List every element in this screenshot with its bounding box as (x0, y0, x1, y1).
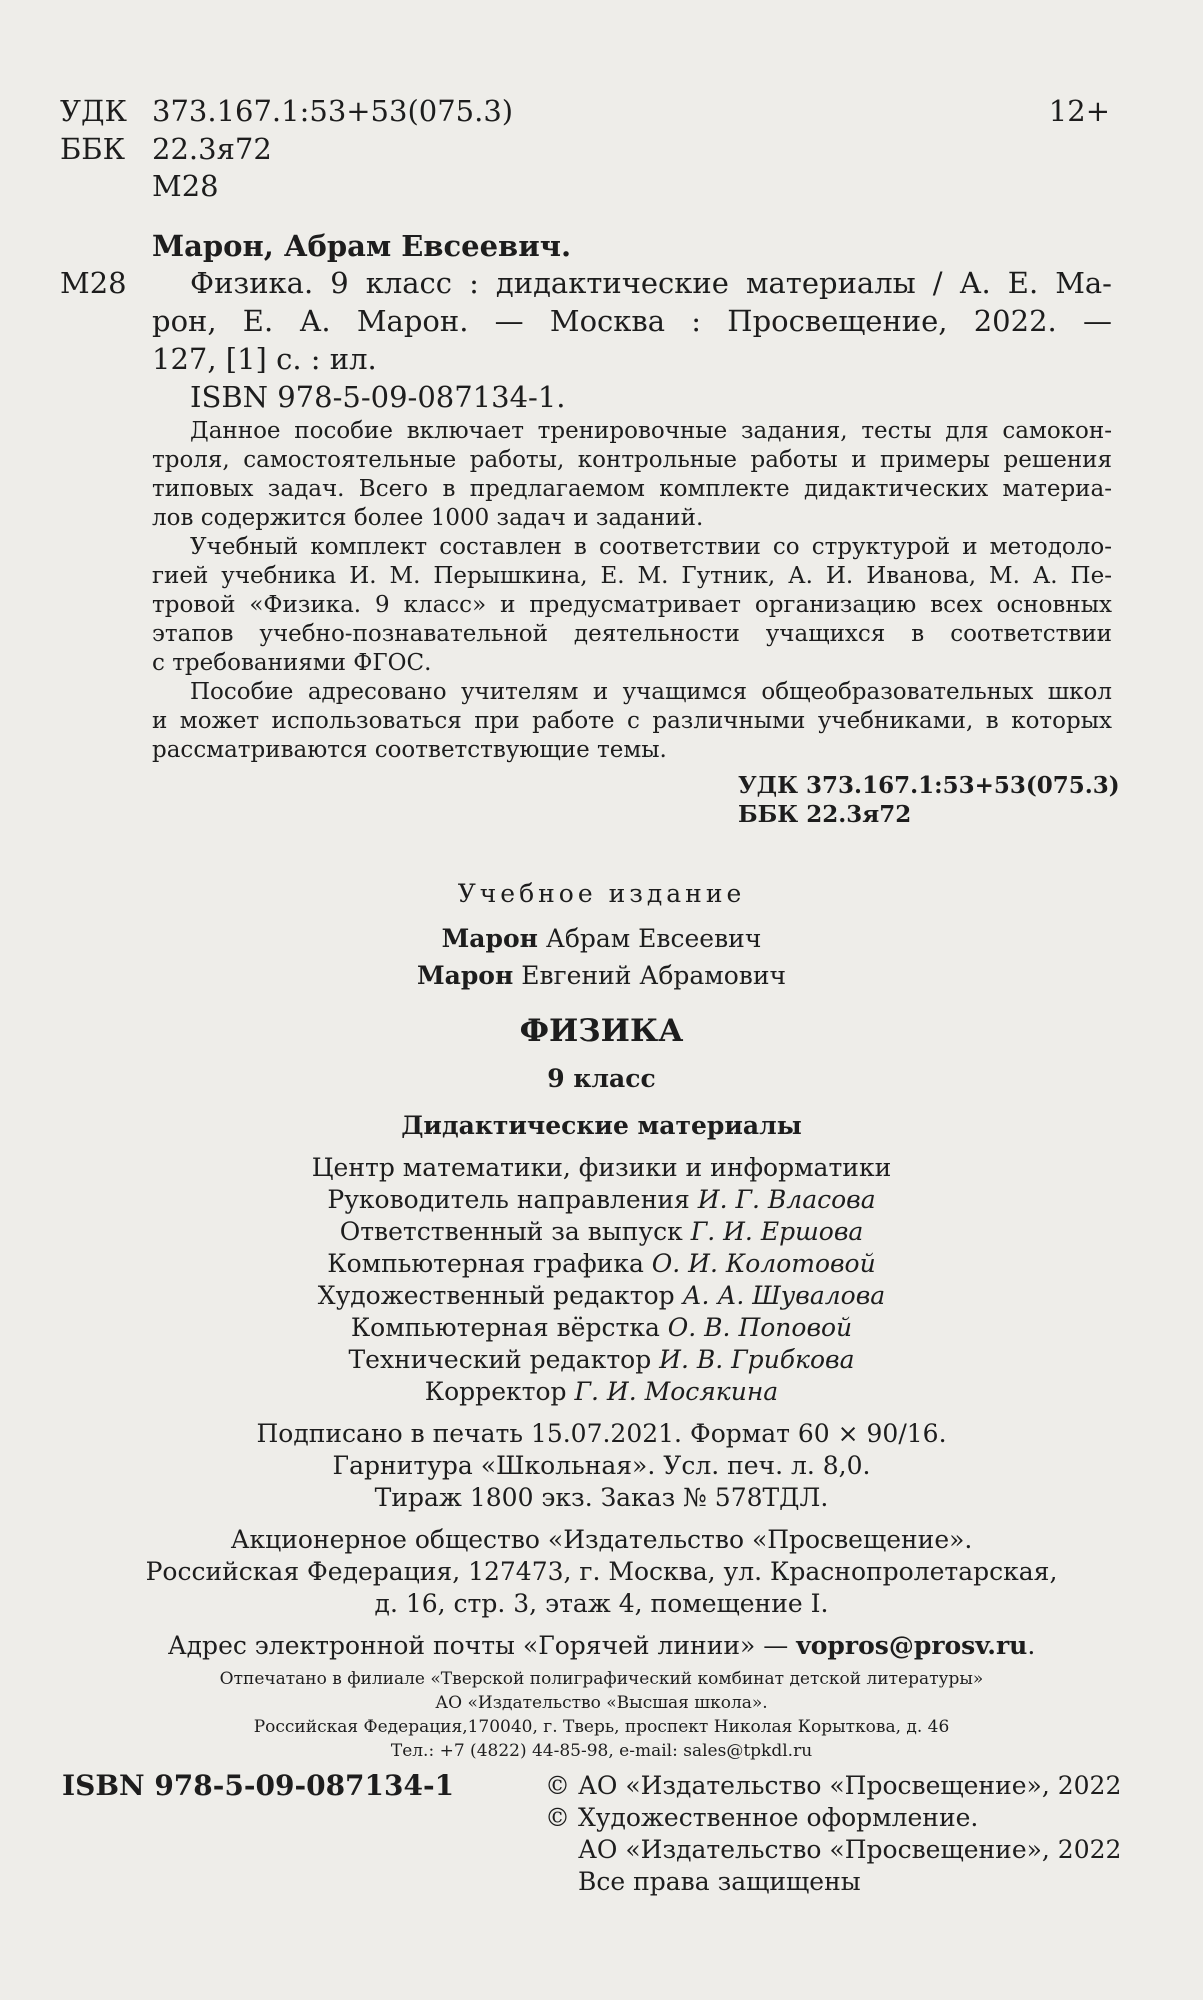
annotation-line: троля, самостоятельные работы, контрольные работы и примеры решения (152, 447, 1112, 473)
credit-line (0, 1216, 1203, 1248)
copyright-line: Все права защищены (578, 1867, 861, 1896)
author-given-names: Абрам Евсеевич (537, 924, 762, 953)
credit-line (0, 1248, 1203, 1280)
credit-name: И. В. Грибкова (659, 1345, 855, 1374)
annotation-line: рассматриваются соответствующие темы. (152, 737, 667, 763)
credit-name: Г. И. Ершова (690, 1217, 864, 1246)
bbk-label: ББК (60, 132, 126, 166)
edition-type: Учебное издание (457, 879, 746, 908)
copyright-line: © Художественное оформление. (545, 1803, 979, 1832)
copyright-line: © АО «Издательство «Просвещение», 2022 (545, 1771, 1122, 1800)
author-heading: Марон, Абрам Евсеевич. (152, 229, 572, 263)
author-line-2 (0, 960, 1203, 992)
credit-role: Корректор (424, 1377, 575, 1406)
author-surname: Марон (416, 961, 514, 990)
printer-line: Российская Федерация,170040, г. Тверь, проспект Николая Корыткова, д. 46 (253, 1717, 950, 1737)
copyright-line: АО «Издательство «Просвещение», 2022 (578, 1835, 1122, 1864)
annotation-line: с требованиями ФГОС. (152, 650, 432, 676)
printer-line: Тел.: +7 (4822) 44-85-98, e-mail: sales@tpkdl.ru (390, 1741, 813, 1761)
credit-name: А. А. Шувалова (682, 1281, 886, 1310)
hotline-email: vopros@prosv.ru (796, 1631, 1028, 1660)
annotation-line: и может использоваться при работе с различными учебниками, в которых (152, 708, 1112, 734)
udk-label: УДК (60, 94, 127, 128)
udk-value: 373.167.1:53+53(075.3) (152, 94, 514, 128)
annotation-line: этапов учебно-познавательной деятельности учащихся в соответствии (152, 621, 1112, 647)
author-given-names: Евгений Абрамович (513, 961, 787, 990)
print-info-line: Тираж 1800 экз. Заказ № 578ТДЛ. (374, 1483, 829, 1512)
annotation-line: Учебный комплект составлен в соответствии со структурой и методоло- (190, 534, 1112, 560)
book-title: ФИЗИКА (519, 1013, 684, 1049)
credit-line (0, 1312, 1203, 1344)
printer-line: АО «Издательство «Высшая школа». (435, 1693, 768, 1713)
hotline-label: Адрес электронной почты «Горячей линии» — (167, 1631, 797, 1660)
biblio-line: Физика. 9 класс : дидактические материалы / А. Е. Ма- (190, 266, 1112, 300)
print-info-line: Подписано в печать 15.07.2021. Формат 60 × 90/16. (256, 1419, 947, 1448)
author-surname: Марон (441, 924, 538, 953)
credit-name: О. В. Поповой (667, 1313, 853, 1342)
credit-role: Технический редактор (348, 1345, 660, 1374)
credit-name: О. И. Колотовой (651, 1249, 876, 1278)
udk-bottom: УДК 373.167.1:53+53(075.3) (738, 772, 1120, 799)
subtitle: Дидактические материалы (401, 1111, 802, 1140)
bbk-value: 22.3я72 (152, 132, 272, 166)
author-line-1 (0, 923, 1203, 955)
credit-line (0, 1376, 1203, 1408)
margin-sign: М28 (60, 266, 127, 300)
editorial-center: Центр математики, физики и информатики (311, 1153, 892, 1182)
printer-line: Отпечатано в филиале «Тверской полиграфический комбинат детской литературы» (219, 1669, 984, 1689)
biblio-line: рон, Е. А. Марон. — Москва : Просвещение, 2022. — (152, 304, 1112, 338)
annotation-line: типовых задач. Всего в предлагаемом комплекте дидактических материа- (152, 476, 1112, 502)
age-rating: 12+ (1048, 94, 1110, 128)
publisher-line: Акционерное общество «Издательство «Просвещение». (230, 1525, 973, 1554)
credit-line (0, 1280, 1203, 1312)
bbk-bottom: ББК 22.3я72 (738, 801, 912, 828)
annotation-line: Пособие адресовано учителям и учащимся общеобразовательных школ (190, 679, 1112, 705)
credit-role: Ответственный за выпуск (339, 1217, 691, 1246)
credit-line (0, 1184, 1203, 1216)
annotation-line: лов содержится более 1000 задач и заданий. (152, 505, 704, 531)
isbn-footer: ISBN 978-5-09-087134-1 (62, 1769, 455, 1802)
hotline-suffix: . (1027, 1631, 1036, 1660)
hotline (0, 1630, 1203, 1662)
print-info-line: Гарнитура «Школьная». Усл. печ. л. 8,0. (332, 1451, 871, 1480)
credit-role: Руководитель направления (327, 1185, 698, 1214)
publisher-line: Российская Федерация, 127473, г. Москва, ул. Краснопролетарская, (145, 1557, 1058, 1586)
grade: 9 класс (547, 1064, 656, 1093)
annotation-line: тровой «Физика. 9 класс» и предусматривает организацию всех основных (152, 592, 1112, 618)
credit-role: Компьютерная графика (327, 1249, 652, 1278)
biblio-line: 127, [1] с. : ил. (152, 342, 377, 376)
annotation-line: Данное пособие включает тренировочные задания, тесты для самокон- (190, 418, 1112, 444)
credit-role: Художественный редактор (317, 1281, 683, 1310)
author-sign: М28 (152, 169, 219, 203)
credit-role: Компьютерная вёрстка (350, 1313, 668, 1342)
isbn-record: ISBN 978-5-09-087134-1. (190, 380, 566, 414)
publisher-line: д. 16, стр. 3, этаж 4, помещение I. (374, 1589, 829, 1618)
credit-name: И. Г. Власова (697, 1185, 876, 1214)
annotation-line: гией учебника И. М. Перышкина, Е. М. Гутник, А. И. Иванова, М. А. Пе- (152, 563, 1112, 589)
credit-line (0, 1344, 1203, 1376)
credit-name: Г. И. Мосякина (574, 1377, 779, 1406)
